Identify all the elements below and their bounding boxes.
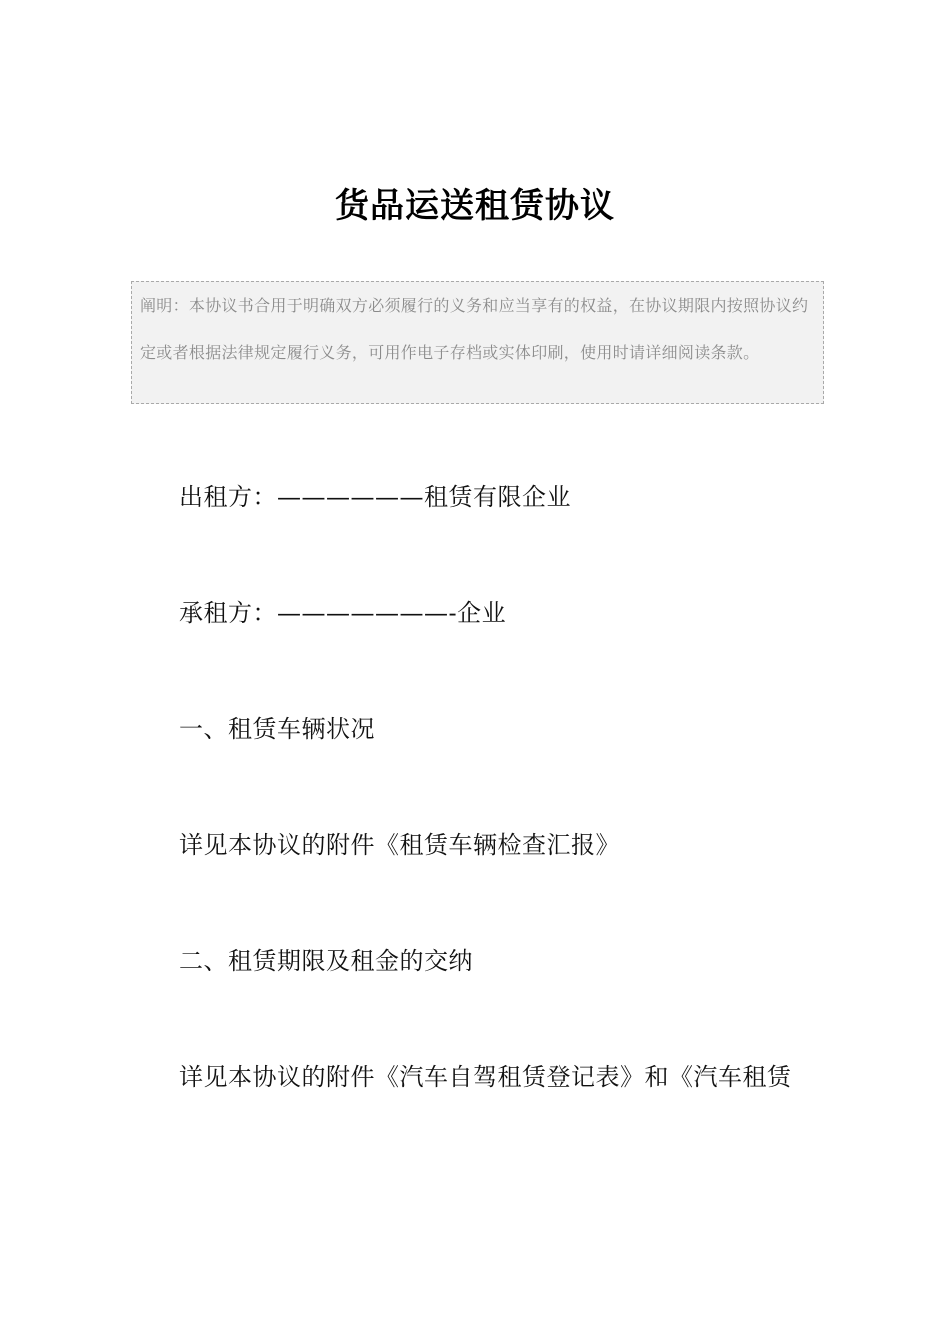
lessee-line: 承租方：———————-企业 [179,599,507,627]
section-body-vehicle: 详见本协议的附件《租赁车辆检查汇报》 [179,831,620,859]
notice-box [131,281,824,404]
page-title: 货品运送租赁协议 [335,186,615,226]
lessor-line: 出租方：——————租赁有限企业 [179,483,571,511]
section-heading-term-rent: 二、租赁期限及租金的交纳 [179,947,473,975]
section-heading-vehicle: 一、租赁车辆状况 [179,715,375,743]
section-body-term-rent: 详见本协议的附件《汽车自驾租赁登记表》和《汽车租赁 [179,1063,792,1091]
notice-text: 阐明：本协议书合用于明确双方必须履行的义务和应当享有的权益，在协议期限内按照协议约定或者根据法律规定履行义务，可用作电子存档或实体印刷，使用时请详细阅读条款。 [140,296,809,362]
